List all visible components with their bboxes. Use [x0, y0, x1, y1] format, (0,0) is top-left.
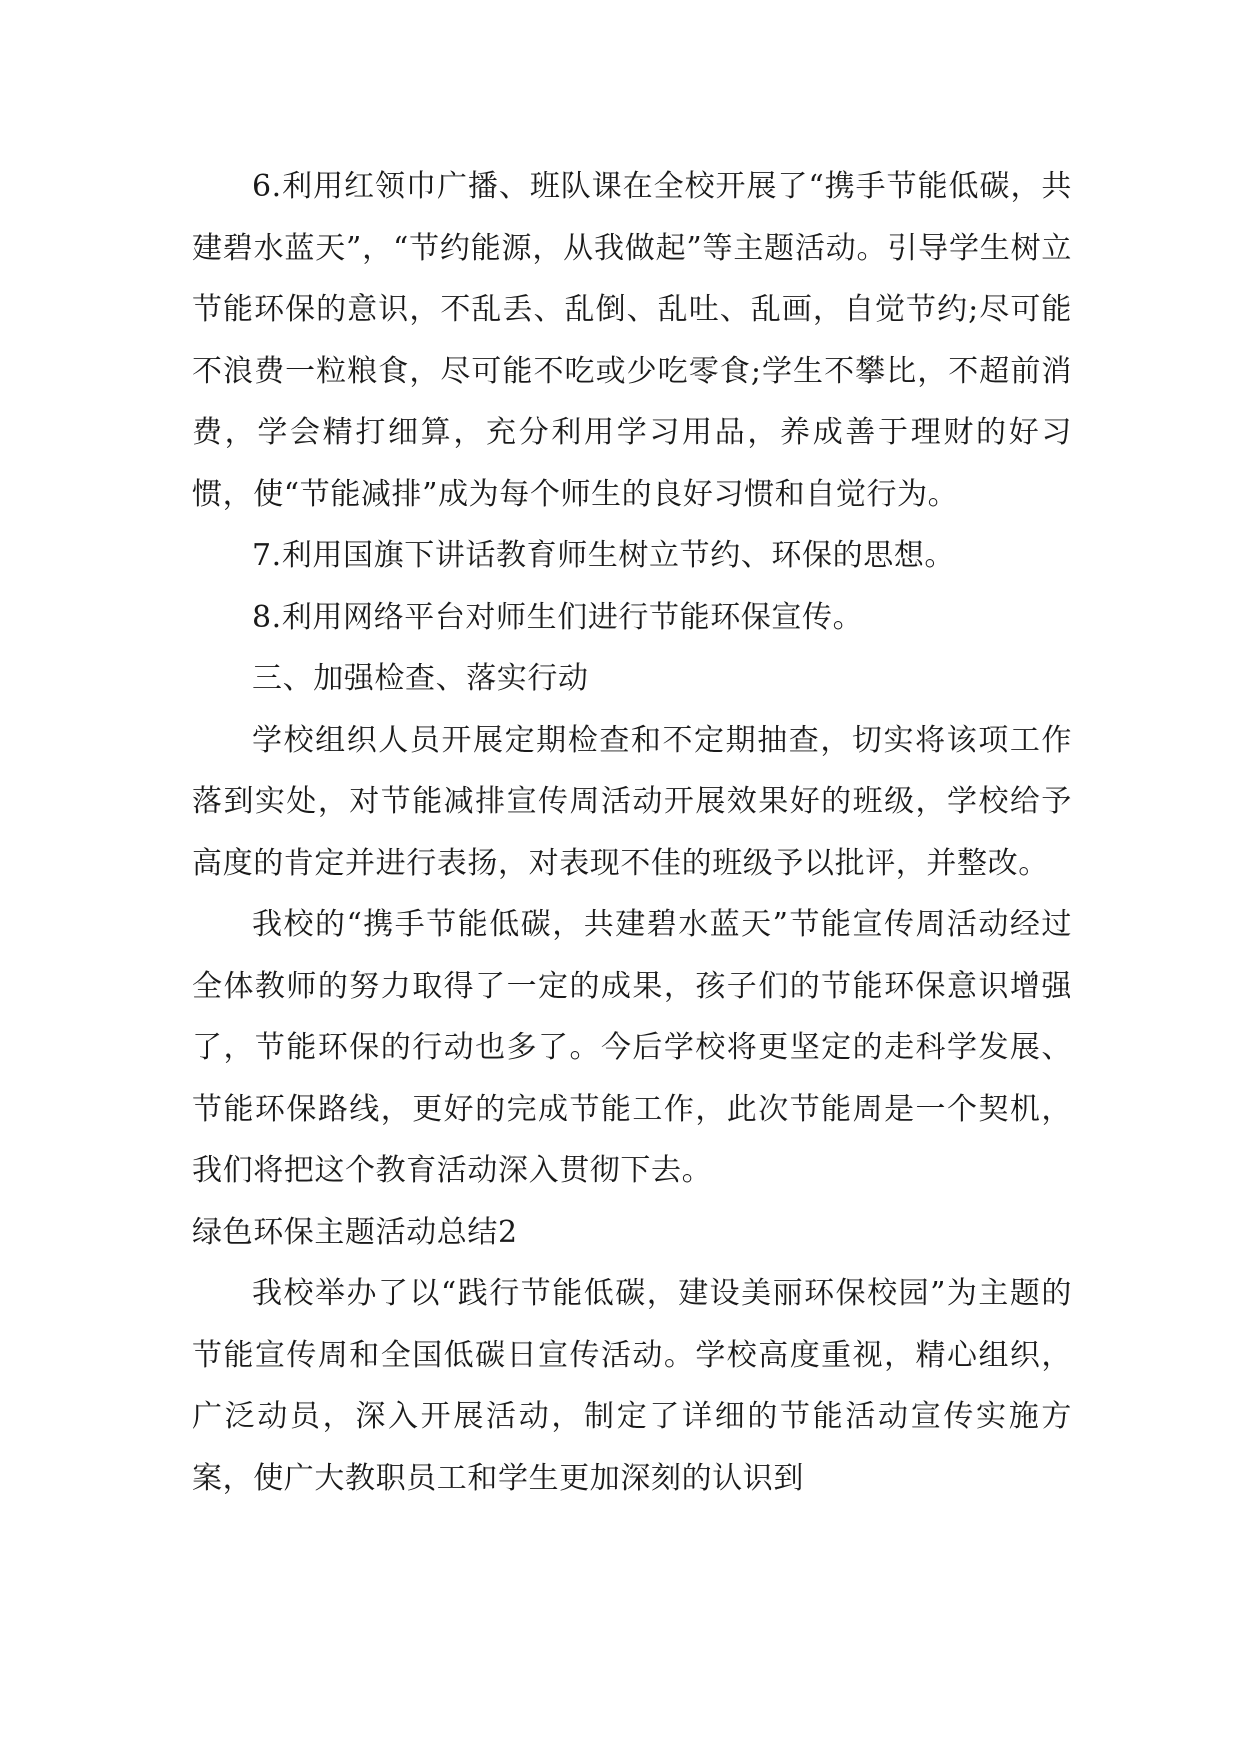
paragraph-item-7: 7.利用国旗下讲话教育师生树立节约、环保的思想。	[252, 538, 956, 573]
paragraph-item-6: 6.利用红领巾广播、班队课在全校开展了“携手节能低碳，共建碧水蓝天”，“节约能源，从我做起”等主题活动。引导学生树立节能环保的意识，不乱丢、乱倒、乱吐、乱画，自觉节约;尽可能不浪费一粒粮食，尽可能不吃或少吃零食;学生不攀比，不超前消费，学会精打细算，充分利用学习用品，养成善于理财的好习惯，使“节能减排”成为每个师生的良好习惯和自觉行为。	[192, 169, 1072, 512]
paragraph-conclusion: 我校的“携手节能低碳，共建碧水蓝天”节能宣传周活动经过全体教师的努力取得了一定的成果，孩子们的节能环保意识增强了，节能环保的行动也多了。今后学校将更坚定的走科学发展、节能环保路线，更好的完成节能工作，此次节能周是一个契机，我们将把这个教育活动深入贯彻下去。	[192, 907, 1072, 1188]
section-heading: 三、加强检查、落实行动	[252, 661, 589, 696]
paragraph-inspection: 学校组织人员开展定期检查和不定期抽查，切实将该项工作落到实处，对节能减排宣传周活动开展效果好的班级，学校给予高度的肯定并进行表扬，对表现不佳的班级予以批评，并整改。	[192, 722, 1072, 881]
document-body	[192, 156, 1072, 1509]
paragraph-item-8: 8.利用网络平台对师生们进行节能环保宣传。	[252, 599, 864, 635]
summary-title: 绿色环保主题活动总结2	[192, 1214, 518, 1250]
paragraph-summary-2-intro: 我校举办了以“践行节能低碳，建设美丽环保校园”为主题的节能宣传周和全国低碳日宣传活动。学校高度重视，精心组织，广泛动员，深入开展活动，制定了详细的节能活动宣传实施方案，使广大教职员工和学生更加深刻的认识到	[192, 1276, 1072, 1496]
